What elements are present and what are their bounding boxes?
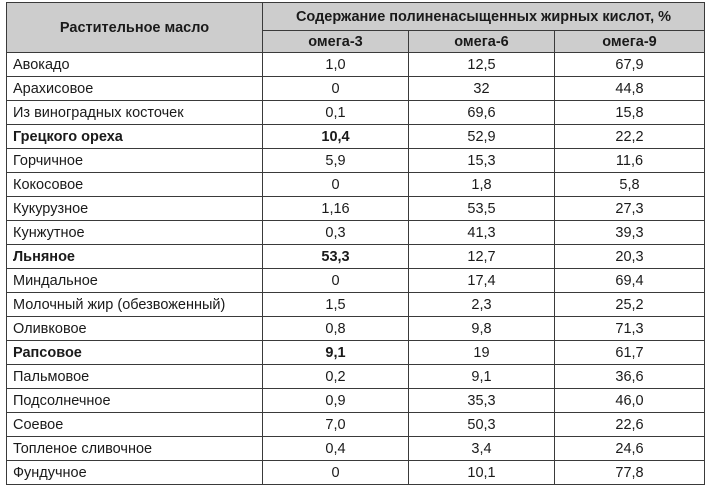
- omega-9-cell: 15,8: [555, 101, 705, 125]
- table-row: [7, 317, 705, 341]
- omega-3-cell: 9,1: [263, 341, 409, 365]
- table-row: [7, 389, 705, 413]
- omega-6-cell: 3,4: [409, 437, 555, 461]
- omega-3-cell: 0,1: [263, 101, 409, 125]
- oil-name-cell: Арахисовое: [7, 77, 263, 101]
- omega-9-cell: 61,7: [555, 341, 705, 365]
- omega-6-cell: 15,3: [409, 149, 555, 173]
- omega-3-cell: 0,9: [263, 389, 409, 413]
- header-omega-9: омега-9: [555, 31, 705, 53]
- omega-9-cell: 77,8: [555, 461, 705, 485]
- omega-3-cell: 0,3: [263, 221, 409, 245]
- table-row: [7, 173, 705, 197]
- oil-name-cell: Соевое: [7, 413, 263, 437]
- omega-6-cell: 19: [409, 341, 555, 365]
- table-row: [7, 101, 705, 125]
- omega-6-cell: 12,7: [409, 245, 555, 269]
- oil-name-cell: Льняное: [7, 245, 263, 269]
- omega-3-cell: 0: [263, 461, 409, 485]
- header-fatty-acid-content: Содержание полиненасыщенных жирных кислот, %: [263, 3, 705, 31]
- omega-3-cell: 0: [263, 77, 409, 101]
- omega-9-cell: 44,8: [555, 77, 705, 101]
- oil-fatty-acid-table: [6, 2, 705, 485]
- table-row: [7, 197, 705, 221]
- omega-6-cell: 10,1: [409, 461, 555, 485]
- omega-6-cell: 32: [409, 77, 555, 101]
- omega-3-cell: 10,4: [263, 125, 409, 149]
- oil-name-cell: Топленое сливочное: [7, 437, 263, 461]
- omega-6-cell: 35,3: [409, 389, 555, 413]
- omega-3-cell: 0: [263, 269, 409, 293]
- omega-9-cell: 22,6: [555, 413, 705, 437]
- oil-name-cell: Грецкого ореха: [7, 125, 263, 149]
- omega-9-cell: 24,6: [555, 437, 705, 461]
- table-row: [7, 77, 705, 101]
- table-row: [7, 149, 705, 173]
- table-row: [7, 437, 705, 461]
- oil-name-cell: Из виноградных косточек: [7, 101, 263, 125]
- table-row: [7, 461, 705, 485]
- oil-name-cell: Кукурузное: [7, 197, 263, 221]
- omega-6-cell: 1,8: [409, 173, 555, 197]
- omega-9-cell: 69,4: [555, 269, 705, 293]
- omega-6-cell: 17,4: [409, 269, 555, 293]
- oil-name-cell: Авокадо: [7, 53, 263, 77]
- omega-9-cell: 27,3: [555, 197, 705, 221]
- omega-3-cell: 7,0: [263, 413, 409, 437]
- omega-9-cell: 71,3: [555, 317, 705, 341]
- omega-9-cell: 36,6: [555, 365, 705, 389]
- oil-name-cell: Кунжутное: [7, 221, 263, 245]
- omega-6-cell: 9,8: [409, 317, 555, 341]
- table-row: [7, 341, 705, 365]
- omega-9-cell: 22,2: [555, 125, 705, 149]
- omega-3-cell: 1,16: [263, 197, 409, 221]
- omega-9-cell: 25,2: [555, 293, 705, 317]
- omega-3-cell: 1,0: [263, 53, 409, 77]
- table-row: [7, 53, 705, 77]
- header-row-top: [7, 3, 705, 31]
- omega-3-cell: 53,3: [263, 245, 409, 269]
- table-row: [7, 269, 705, 293]
- table-row: [7, 245, 705, 269]
- header-oil-name: Растительное масло: [7, 3, 263, 53]
- omega-9-cell: 11,6: [555, 149, 705, 173]
- oil-name-cell: Горчичное: [7, 149, 263, 173]
- table-row: [7, 293, 705, 317]
- omega-6-cell: 50,3: [409, 413, 555, 437]
- omega-3-cell: 0,4: [263, 437, 409, 461]
- header-omega-6: омега-6: [409, 31, 555, 53]
- oil-name-cell: Подсолнечное: [7, 389, 263, 413]
- omega-6-cell: 2,3: [409, 293, 555, 317]
- omega-3-cell: 1,5: [263, 293, 409, 317]
- omega-6-cell: 52,9: [409, 125, 555, 149]
- omega-6-cell: 12,5: [409, 53, 555, 77]
- oil-name-cell: Кокосовое: [7, 173, 263, 197]
- oil-name-cell: Миндальное: [7, 269, 263, 293]
- omega-6-cell: 9,1: [409, 365, 555, 389]
- omega-6-cell: 41,3: [409, 221, 555, 245]
- omega-9-cell: 39,3: [555, 221, 705, 245]
- oil-name-cell: Оливковое: [7, 317, 263, 341]
- omega-9-cell: 67,9: [555, 53, 705, 77]
- table-row: [7, 365, 705, 389]
- table-body: [7, 53, 705, 485]
- oil-name-cell: Фундучное: [7, 461, 263, 485]
- table-header: [7, 3, 705, 53]
- omega-9-cell: 46,0: [555, 389, 705, 413]
- oil-name-cell: Рапсовое: [7, 341, 263, 365]
- table-row: [7, 221, 705, 245]
- omega-9-cell: 5,8: [555, 173, 705, 197]
- omega-6-cell: 69,6: [409, 101, 555, 125]
- omega-3-cell: 5,9: [263, 149, 409, 173]
- omega-3-cell: 0: [263, 173, 409, 197]
- omega-9-cell: 20,3: [555, 245, 705, 269]
- header-omega-3: омега-3: [263, 31, 409, 53]
- omega-3-cell: 0,2: [263, 365, 409, 389]
- omega-3-cell: 0,8: [263, 317, 409, 341]
- table-row: [7, 413, 705, 437]
- table-row: [7, 125, 705, 149]
- oil-name-cell: Пальмовое: [7, 365, 263, 389]
- oil-name-cell: Молочный жир (обезвоженный): [7, 293, 263, 317]
- omega-6-cell: 53,5: [409, 197, 555, 221]
